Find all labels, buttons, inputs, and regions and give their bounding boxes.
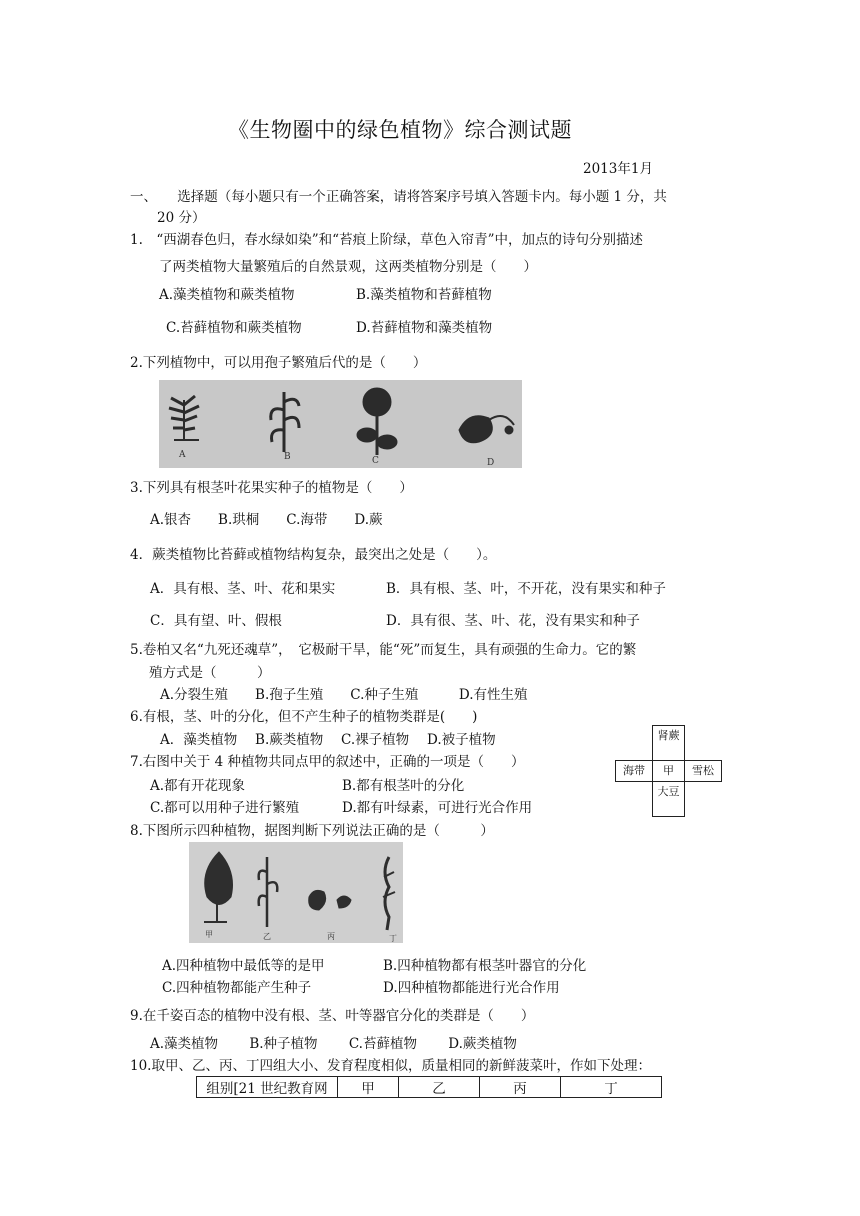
q2-plant-figure [159, 380, 522, 468]
q8-label-yi: 乙 [263, 932, 271, 941]
q4-option-a: A．具有根、茎、叶、花和果实 [150, 581, 336, 597]
q4-option-d: D．具有很、茎、叶、花，没有果实和种子 [386, 613, 640, 629]
q8-label-bing: 丙 [327, 932, 335, 941]
table-header-group: 组别[21 世纪教育网 [197, 1077, 338, 1098]
q6-options: A．藻类植物 B.蕨类植物 C.裸子植物 D.被子植物 [160, 732, 496, 748]
q8-plant-figure [189, 842, 403, 943]
cross-bottom: 大豆 [652, 781, 685, 817]
q8-label-jia: 甲 [205, 930, 213, 939]
q7-option-a: A.都有开花现象 [150, 778, 246, 794]
table-header-jia: 甲 [338, 1077, 399, 1098]
table-header-ding: 丁 [561, 1077, 662, 1098]
q2-label-b: B [284, 452, 291, 462]
table-row [197, 1077, 662, 1098]
q8-stem: 8.下图所示四种植物，据图判断下列说法正确的是（ ） [130, 823, 494, 839]
cross-left: 海带 [615, 760, 653, 782]
q1-option-d: D.苔藓植物和藻类植物 [356, 320, 493, 336]
q1-option-b: B.藻类植物和苔藓植物 [356, 287, 492, 303]
four-plants-illustration [189, 842, 403, 943]
q8-label-ding: 丁 [389, 934, 397, 943]
q2-label-d: D [487, 458, 495, 468]
q5-options: A.分裂生殖 B.孢子生殖 C.种子生殖 D.有性生殖 [160, 687, 528, 703]
plant-illustrations [159, 380, 522, 468]
q1-line2: 了两类植物大量繁殖后的自然景观，这两类植物分别是（ ） [159, 259, 537, 275]
q4-option-b: B．具有根、茎、叶，不开花，没有果实和种子 [386, 581, 666, 597]
table-header-yi: 乙 [399, 1077, 480, 1098]
section-heading-cont: 20 分） [157, 210, 206, 226]
section-heading: 一、 选择题（每小题只有一个正确答案，请将答案序号填入答题卡内。每小题 1 分，共 [130, 189, 667, 205]
q7-option-c: C.都可以用种子进行繁殖 [150, 800, 300, 816]
q1-line1: 1. “西湖春色归，春水绿如染”和“苔痕上阶绿，草色入帘青”中，加点的诗句分别描述 [130, 232, 643, 248]
q9-options: A.藻类植物 B.种子植物 C.苔藓植物 D.蕨类植物 [150, 1036, 517, 1052]
cross-right: 雪松 [684, 760, 722, 782]
exam-date: 2013年1月 [583, 161, 653, 177]
cross-top: 肾蕨 [652, 725, 685, 761]
q4-stem: 4．蕨类植物比苔藓或植物结构复杂，最突出之处是（ ）。 [130, 547, 497, 563]
q6-stem: 6.有根，茎、叶的分化，但不产生种子的植物类群是( ) [130, 709, 478, 725]
q8-option-d: D.四种植物都能进行光合作用 [383, 980, 560, 996]
q7-stem: 7.右图中关于 4 种植物共同点甲的叙述中，正确的一项是（ ） [130, 754, 525, 770]
q2-label-c: C [372, 456, 379, 466]
q7-option-d: D.都有叶绿素，可进行光合作用 [342, 800, 533, 816]
q3-stem: 3.下列具有根茎叶花果实种子的植物是（ ） [130, 480, 413, 496]
q2-stem: 2.下列植物中，可以用孢子繁殖后代的是（ ） [130, 355, 427, 371]
q4-option-c: C．具有望、叶、假根 [150, 613, 282, 629]
q7-option-b: B.都有根茎叶的分化 [342, 778, 465, 794]
q3-options: A.银杏 B.珙桐 C.海带 D.蕨 [150, 512, 383, 528]
q1-option-c: C.苔藓植物和蕨类植物 [166, 320, 302, 336]
q2-label-a: A [179, 450, 186, 460]
q8-option-c: C.四种植物都能产生种子 [162, 980, 312, 996]
cross-center: 甲 [652, 760, 685, 782]
page-title: 《生物圈中的绿色植物》综合测试题 [228, 118, 572, 142]
q1-option-a: A.藻类植物和蕨类植物 [159, 287, 295, 303]
q5-line1: 5.卷柏又名“九死还魂草”， 它极耐干旱，能“死”而复生，具有顽强的生命力。它的繁 [130, 642, 637, 658]
q10-stem: 10.取甲、乙、丙、丁四组大小、发育程度相似，质量相同的新鲜菠菜叶，作如下处理： [130, 1058, 651, 1074]
q9-stem: 9.在千姿百态的植物中没有根、茎、叶等器官分化的类群是（ ） [130, 1008, 535, 1024]
table-header-bing: 丙 [480, 1077, 561, 1098]
q8-option-b: B.四种植物都有根茎叶器官的分化 [383, 958, 587, 974]
q8-option-a: A.四种植物中最低等的是甲 [162, 958, 325, 974]
q5-line2: 殖方式是（ ） [149, 665, 271, 681]
q10-table [196, 1076, 662, 1098]
